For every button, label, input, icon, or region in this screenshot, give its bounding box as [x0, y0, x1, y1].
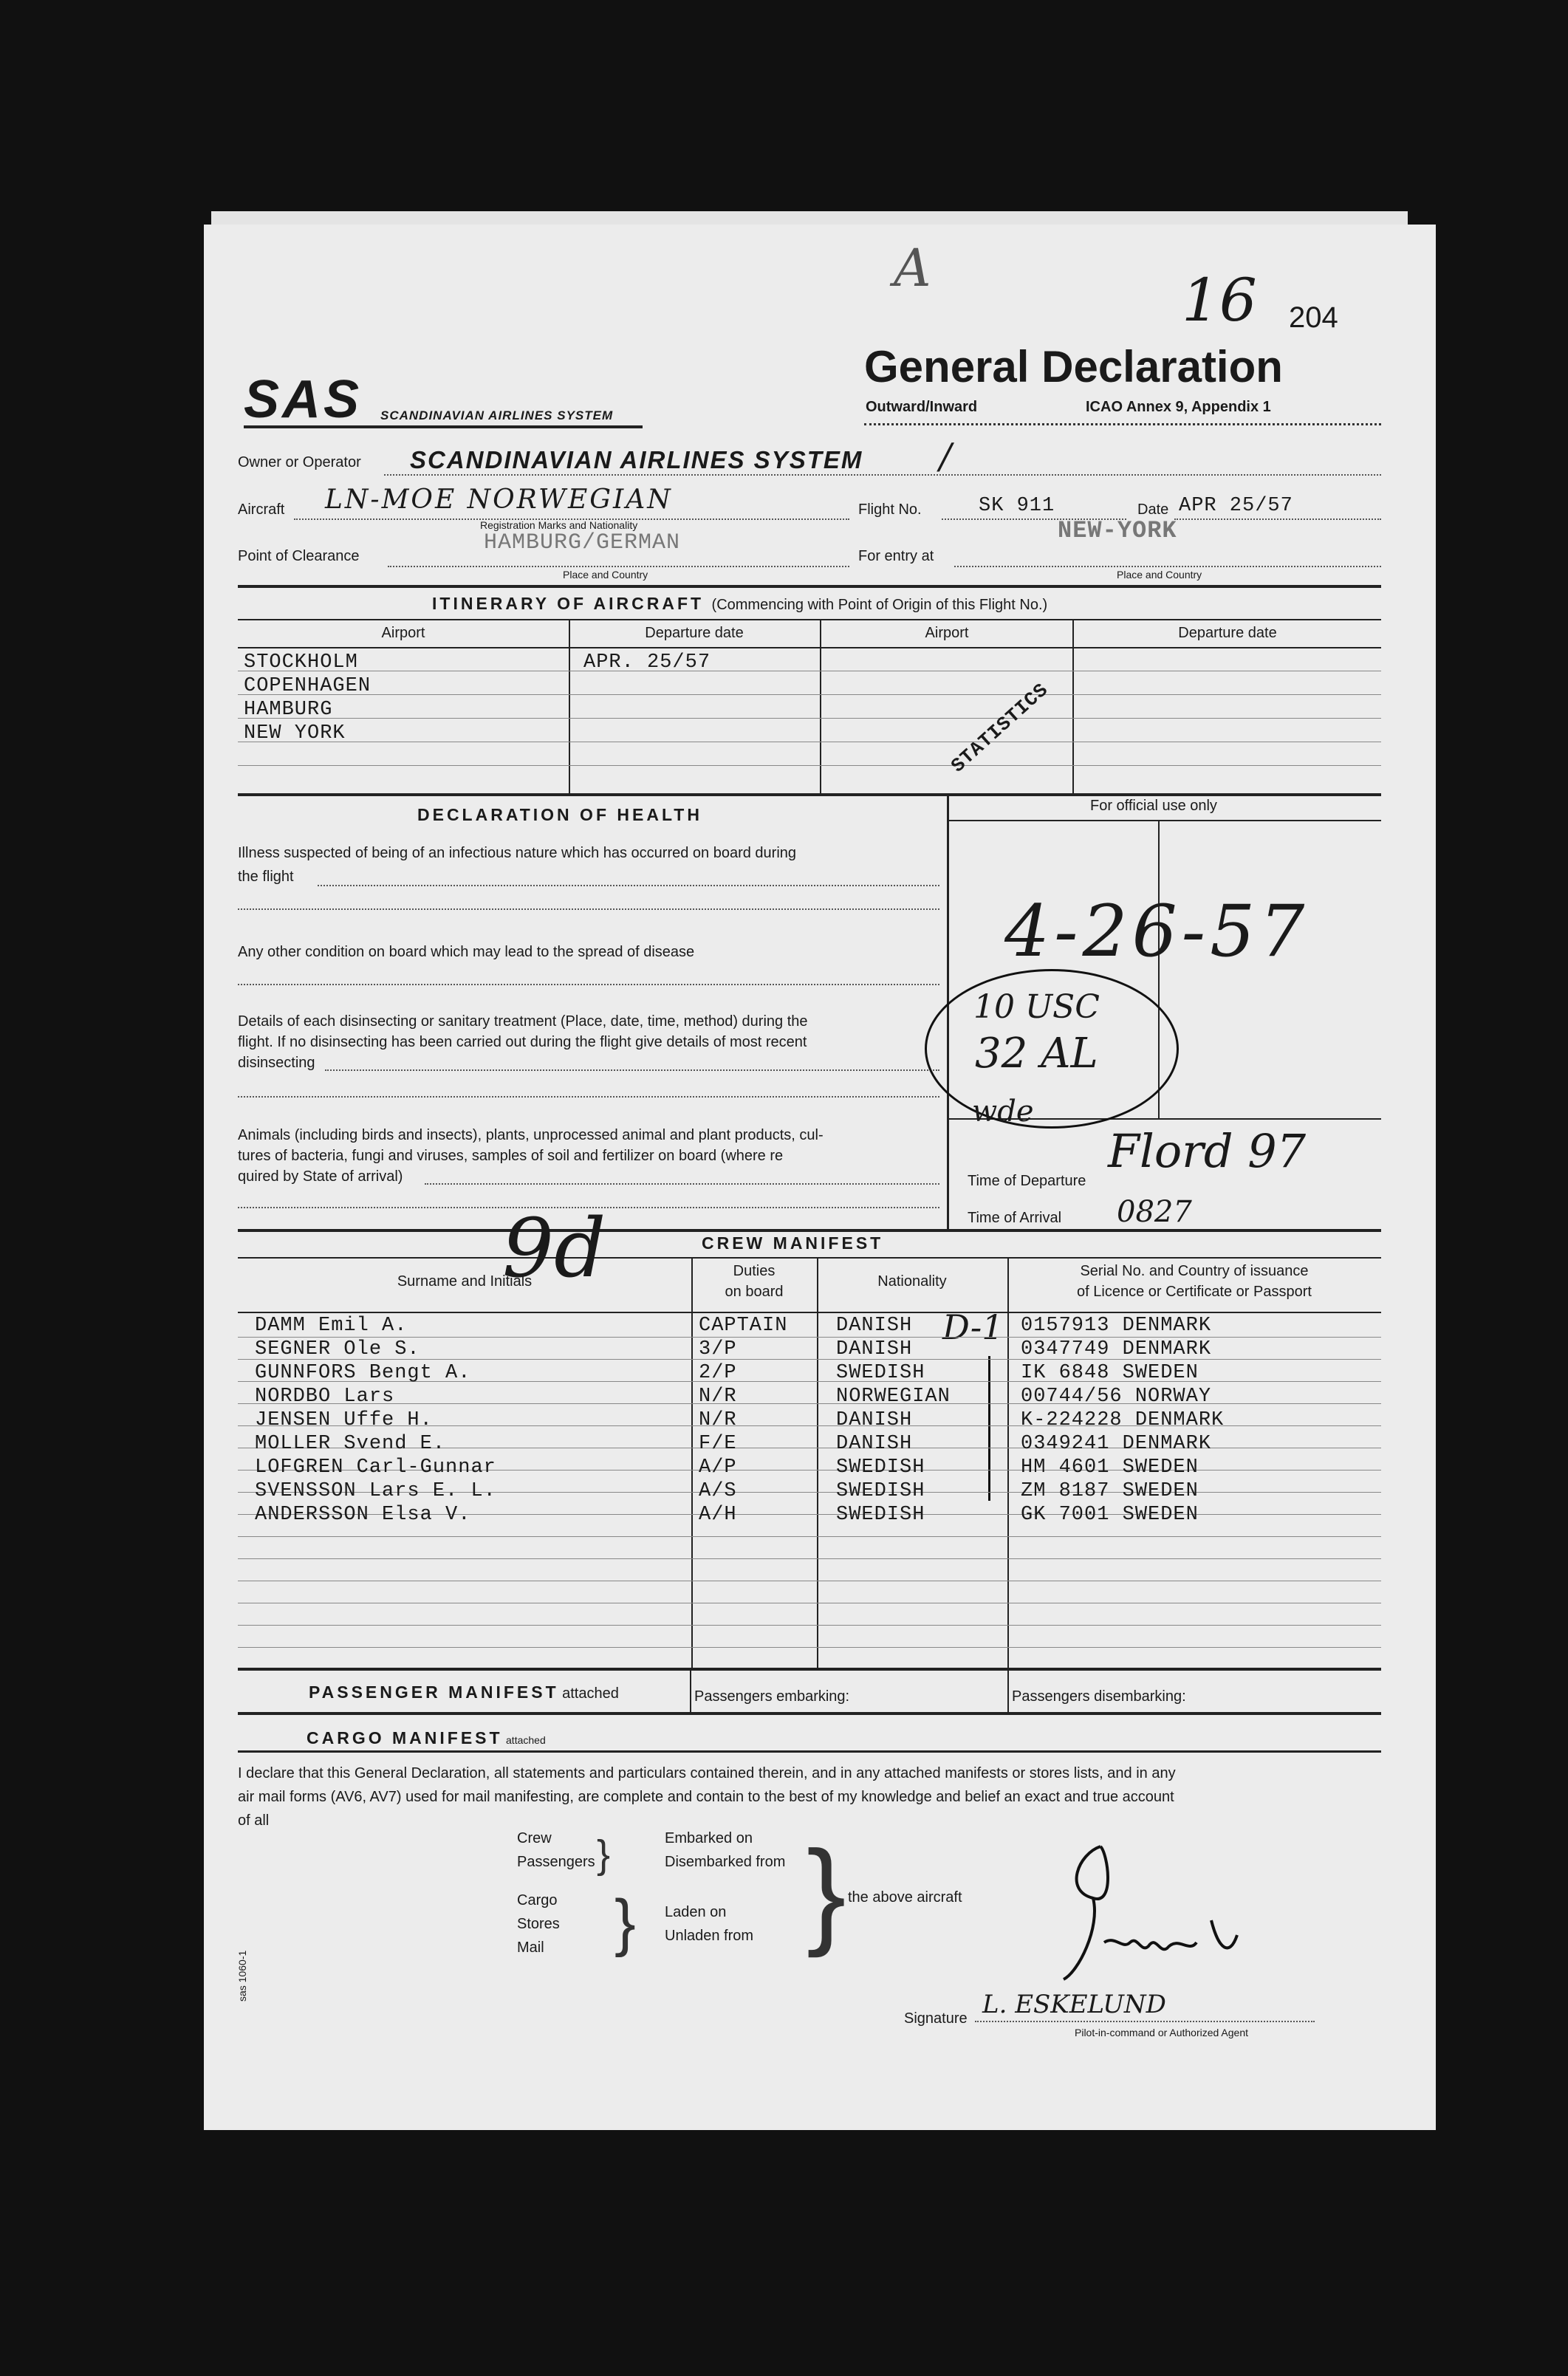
clearance-value: HAMBURG/GERMAN: [484, 530, 681, 555]
crew-serial: IK 6848 SWEDEN: [1021, 1362, 1199, 1384]
itinerary-note: (Commencing with Point of Origin of this Flight No.): [711, 597, 1048, 613]
health-q3-line2: flight. If no disinsecting has been carried out during the flight give details of most recent: [238, 1034, 807, 1050]
crew-serial: 00744/56 NORWAY: [1021, 1386, 1212, 1408]
declaration-item-stores: Stores: [517, 1916, 560, 1932]
official-scribble: wde: [972, 1095, 1034, 1129]
clearance-dotline: [388, 566, 849, 567]
cargo-heading: [307, 1728, 546, 1748]
crew-title: CREW MANIFEST: [702, 1233, 884, 1253]
signature-name: L. ESKELUND: [982, 1990, 1166, 2019]
itinerary-row-rule: [238, 718, 1381, 719]
owner-slash-mark: /: [939, 436, 952, 477]
health-q1-line2: the flight: [238, 869, 294, 885]
passenger-heading: [309, 1682, 619, 1702]
owner-value: SCANDINAVIAN AIRLINES SYSTEM: [410, 446, 863, 473]
crew-surname: JENSEN Uffe H.: [255, 1409, 433, 1431]
statistics-stamp: STATISTICS: [947, 678, 1053, 778]
crew-divider-3: [1007, 1257, 1009, 1668]
crew-duty: CAPTAIN: [699, 1315, 788, 1337]
declaration-verb-laden: Laden on: [665, 1904, 727, 1920]
crew-nationality: NORWEGIAN: [836, 1386, 951, 1408]
top-pencil-mark: A: [894, 238, 931, 298]
itinerary-title: ITINERARY OF AIRCRAFT: [432, 594, 705, 613]
crew-surname: NORDBO Lars: [255, 1386, 395, 1408]
crew-row-rule: [238, 1337, 1381, 1338]
official-use-header: For official use only: [1090, 798, 1217, 814]
cargo-bottom-rule: [238, 1750, 1381, 1753]
crew-duty: F/E: [699, 1433, 737, 1455]
date-value: APR 25/57: [1179, 495, 1293, 517]
itinerary-heading: [432, 594, 1047, 614]
declaration-item-passengers: Passengers: [517, 1854, 595, 1870]
crew-nationality: SWEDISH: [836, 1362, 925, 1384]
health-q3-line1: Details of each disinsecting or sanitary treatment (Place, date, time, method) during the: [238, 1013, 808, 1030]
crew-serial: GK 7001 SWEDEN: [1021, 1504, 1199, 1526]
health-q1-line1: Illness suspected of being of an infectious nature which has occurred on board during: [238, 845, 797, 861]
itinerary-col-departure-1: Departure date: [645, 625, 744, 641]
clearance-sublabel: Place and Country: [563, 569, 648, 581]
crew-row-rule: [238, 1647, 1381, 1648]
crew-nationality: DANISH: [836, 1338, 913, 1360]
crew-duty: 3/P: [699, 1338, 737, 1360]
flight-value: SK 911: [979, 495, 1055, 517]
circled-text-line2: 32 AL: [975, 1030, 1098, 1078]
itinerary-divider-1: [569, 619, 570, 793]
health-answer-dotline: [238, 908, 939, 910]
itinerary-row-rule: [238, 694, 1381, 695]
page-number: 204: [1289, 301, 1338, 334]
departure-time-value: Flord 97: [1108, 1124, 1307, 1178]
crew-title-rule: [238, 1257, 1381, 1259]
title-rule: [864, 423, 1381, 425]
health-q4-line1: Animals (including birds and insects), plants, unprocessed animal and plant products, cul-: [238, 1127, 824, 1143]
cargo-attached: attached: [506, 1734, 546, 1746]
passenger-title: PASSENGER MANIFEST: [309, 1682, 559, 1702]
sas-logo: SAS: [244, 370, 363, 429]
crew-surname: GUNNFORS Bengt A.: [255, 1362, 471, 1384]
declaration-verb-embarked: Embarked on: [665, 1830, 753, 1846]
outward-inward: Outward/Inward: [866, 399, 978, 415]
crew-surname: SVENSSON Lars E. L.: [255, 1480, 496, 1502]
official-header-rule: [947, 820, 1381, 821]
itinerary-airport: STOCKHOLM: [244, 651, 358, 674]
crew-header-rule: [238, 1312, 1381, 1313]
passenger-divider-1: [690, 1668, 691, 1713]
crew-serial: 0347749 DENMARK: [1021, 1338, 1212, 1360]
crew-duty: N/R: [699, 1409, 737, 1431]
health-q4-line2: tures of bacteria, fungi and viruses, samples of soil and fertilizer on board (where re: [238, 1148, 784, 1164]
signature-label: Signature: [904, 2010, 968, 2027]
health-title: DECLARATION OF HEALTH: [417, 805, 702, 824]
logo-underline: [244, 425, 643, 428]
declaration-line3: of all: [238, 1812, 270, 1829]
crew-col-duties-1: Duties: [733, 1263, 776, 1279]
owner-label: Owner or Operator: [238, 454, 361, 470]
crew-serial: HM 4601 SWEDEN: [1021, 1456, 1199, 1479]
crew-nationality: DANISH: [836, 1315, 913, 1337]
crew-divider-2: [817, 1257, 818, 1668]
crew-duty: 2/P: [699, 1362, 737, 1384]
crew-serial: ZM 8187 SWEDEN: [1021, 1480, 1199, 1502]
crew-col-duties-2: on board: [725, 1284, 784, 1300]
arrival-time-value: 0827: [1117, 1195, 1192, 1229]
crew-duty: A/P: [699, 1456, 737, 1479]
declaration-verb-disembarked: Disembarked from: [665, 1854, 786, 1870]
crew-row-rule: [238, 1536, 1381, 1537]
handwritten-form-number: 16: [1182, 266, 1257, 335]
crew-handwritten-mark: 9d: [502, 1201, 606, 1295]
health-q3-line3: disinsecting: [238, 1055, 315, 1071]
declaration-line2: air mail forms (AV6, AV7) used for mail manifesting, are complete and contain to the best of my knowledge and belief an exact and true account: [238, 1789, 1174, 1805]
itinerary-header-rule: [238, 619, 1381, 620]
owner-dotline: [384, 474, 1381, 476]
crew-col-nationality: Nationality: [877, 1273, 947, 1290]
itinerary-col-airport-2: Airport: [925, 625, 969, 641]
crew-row-rule: [238, 1558, 1381, 1559]
crew-row-rule: [238, 1625, 1381, 1626]
crew-serial: K-224228 DENMARK: [1021, 1409, 1225, 1431]
itinerary-subheader-rule: [238, 647, 1381, 648]
itinerary-top-rule: [238, 585, 1381, 588]
cargo-title: CARGO MANIFEST: [307, 1728, 503, 1747]
itinerary-divider-2: [820, 619, 821, 793]
declaration-item-cargo: Cargo: [517, 1892, 558, 1908]
form-title: General Declaration: [864, 342, 1283, 391]
crew-nationality: SWEDISH: [836, 1504, 925, 1526]
aircraft-sublabel: Registration Marks and Nationality: [480, 519, 638, 531]
crew-col-serial-2: of Licence or Certificate or Passport: [1077, 1284, 1312, 1300]
crew-duty: N/R: [699, 1386, 737, 1408]
icao-reference: ICAO Annex 9, Appendix 1: [1086, 399, 1271, 415]
health-answer-dotline: [238, 1096, 939, 1098]
passenger-top-rule: [238, 1668, 1381, 1671]
health-answer-dotline: [318, 885, 939, 886]
crew-surname: LOFGREN Carl-Gunnar: [255, 1456, 496, 1479]
crew-serial: 0157913 DENMARK: [1021, 1315, 1212, 1337]
itinerary-col-departure-2: Departure date: [1178, 625, 1277, 641]
crew-nationality: SWEDISH: [836, 1456, 925, 1479]
clearance-label: Point of Clearance: [238, 548, 360, 564]
entry-dotline: [954, 566, 1381, 567]
crew-nationality: SWEDISH: [836, 1480, 925, 1502]
date-label: Date: [1137, 501, 1169, 518]
crew-duty: A/H: [699, 1504, 737, 1526]
crew-serial: 0349241 DENMARK: [1021, 1433, 1212, 1455]
crew-nationality: DANISH: [836, 1409, 913, 1431]
itinerary-row-rule: [238, 765, 1381, 766]
crew-d-mark: D-1: [942, 1307, 1004, 1347]
health-q2: Any other condition on board which may lead to the spread of disease: [238, 944, 695, 960]
signature-dotline: [975, 2021, 1315, 2022]
crew-nationality: DANISH: [836, 1433, 913, 1455]
itinerary-airport: COPENHAGEN: [244, 675, 372, 697]
passenger-attached: attached: [562, 1685, 619, 1702]
passenger-divider-2: [1007, 1668, 1009, 1713]
itinerary-divider-3: [1072, 619, 1074, 793]
brace-2: }: [614, 1887, 636, 1958]
itinerary-airport: HAMBURG: [244, 699, 333, 721]
departure-time-label: Time of Departure: [968, 1173, 1086, 1189]
declaration-item-crew: Crew: [517, 1830, 552, 1846]
itinerary-airport: NEW YORK: [244, 722, 346, 744]
arrival-time-label: Time of Arrival: [968, 1210, 1062, 1226]
flight-label: Flight No.: [858, 501, 922, 518]
declaration-item-mail: Mail: [517, 1940, 544, 1956]
crew-duty: A/S: [699, 1480, 737, 1502]
entry-sublabel: Place and Country: [1117, 569, 1202, 581]
brace-1: }: [597, 1832, 611, 1877]
crew-divider-1: [691, 1257, 693, 1668]
brace-3: }: [807, 1826, 846, 1958]
crew-surname: ANDERSSON Elsa V.: [255, 1504, 471, 1526]
sas-logo-tagline: SCANDINAVIAN AIRLINES SYSTEM: [380, 408, 614, 422]
crew-surname: SEGNER Ole S.: [255, 1338, 420, 1360]
health-answer-dotline: [238, 984, 939, 985]
passengers-embarking: Passengers embarking:: [694, 1688, 850, 1705]
signature-drawing: [1049, 1824, 1300, 2002]
health-answer-dotline: [325, 1069, 939, 1071]
crew-surname: DAMM Emil A.: [255, 1315, 408, 1337]
aircraft-value: LN-MOE NORWEGIAN: [325, 485, 673, 515]
official-date-handwritten: 4-26-57: [1004, 890, 1309, 973]
date-dotline: [1174, 518, 1381, 520]
entry-label: For entry at: [858, 548, 934, 564]
passenger-bottom-rule: [238, 1712, 1381, 1715]
passengers-disembarking: Passengers disembarking:: [1012, 1688, 1186, 1705]
declaration-verb-unladen: Unladen from: [665, 1928, 754, 1944]
itinerary-col-airport-1: Airport: [381, 625, 425, 641]
health-answer-dotline: [425, 1183, 939, 1185]
entry-value: NEW-YORK: [1058, 517, 1177, 544]
crew-surname: MOLLER Svend E.: [255, 1433, 446, 1455]
crew-top-rule: [238, 1229, 1381, 1232]
itinerary-departure-date: APR. 25/57: [583, 651, 711, 674]
declaration-line1: I declare that this General Declaration, all statements and particulars contained therein, and in any attached manifests or stores lists, and in any: [238, 1765, 1176, 1781]
health-q4-line3: quired by State of arrival): [238, 1168, 403, 1185]
health-top-rule: [238, 793, 1381, 796]
crew-col-serial-1: Serial No. and Country of issuance: [1080, 1263, 1309, 1279]
signature-caption: Pilot-in-command or Authorized Agent: [1075, 2027, 1249, 2038]
aircraft-label: Aircraft: [238, 501, 285, 518]
crew-handwritten-bracket: [988, 1356, 990, 1501]
circled-text-line1: 10 USC: [973, 988, 1100, 1026]
above-aircraft: the above aircraft: [848, 1889, 962, 1906]
crew-col-surname: Surname and Initials: [397, 1273, 533, 1290]
form-code: sas 1060-1: [236, 1950, 248, 2002]
